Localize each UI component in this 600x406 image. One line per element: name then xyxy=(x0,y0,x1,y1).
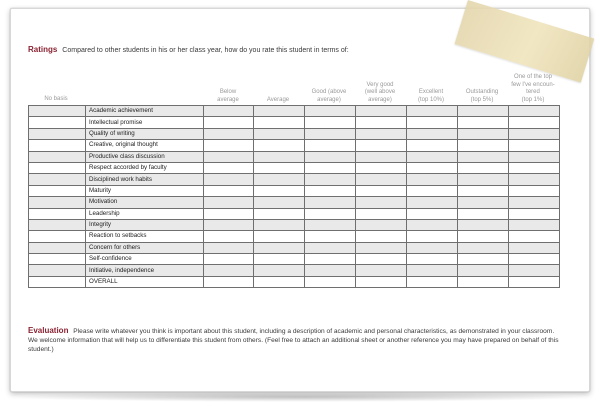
criteria-label: Reaction to setbacks xyxy=(86,231,204,242)
rating-cell[interactable] xyxy=(509,106,560,117)
rating-cell[interactable] xyxy=(407,128,458,139)
no-basis-cell[interactable] xyxy=(29,231,86,242)
rating-cell[interactable] xyxy=(356,106,407,117)
evaluation-heading: Evaluation xyxy=(28,326,69,335)
rating-cell[interactable] xyxy=(204,117,254,128)
rating-cell[interactable] xyxy=(407,265,458,276)
rating-cell[interactable] xyxy=(458,197,509,208)
column-header-line: few I've encoun- xyxy=(511,81,555,88)
rating-cell[interactable] xyxy=(204,208,254,219)
criteria-label: Motivation xyxy=(86,197,204,208)
rating-cell[interactable] xyxy=(356,128,407,139)
criteria-label: OVERALL xyxy=(86,276,204,287)
criteria-label: Quality of writing xyxy=(86,128,204,139)
rating-cell[interactable] xyxy=(509,197,560,208)
criteria-label: Disciplined work habits xyxy=(86,174,204,185)
rating-cell[interactable] xyxy=(407,242,458,253)
column-header-line: Good (above xyxy=(311,89,347,95)
rating-cell[interactable] xyxy=(305,219,356,230)
rating-cell[interactable] xyxy=(509,162,560,173)
criteria-row xyxy=(29,128,560,139)
rating-cell[interactable] xyxy=(305,208,356,219)
criteria-row xyxy=(29,185,560,196)
column-header-line: Excellent xyxy=(418,89,444,95)
rating-cell[interactable] xyxy=(204,254,254,265)
rating-cell[interactable] xyxy=(204,128,254,139)
no-basis-cell[interactable] xyxy=(29,219,86,230)
rating-cell[interactable] xyxy=(254,117,305,128)
column-header-line: Very good xyxy=(366,81,394,88)
column-header xyxy=(355,82,405,105)
no-basis-cell[interactable] xyxy=(29,162,86,173)
rating-cell[interactable] xyxy=(254,174,305,185)
rating-cell[interactable] xyxy=(509,185,560,196)
criteria-label: Leadership xyxy=(86,208,204,219)
rating-cell[interactable] xyxy=(305,231,356,242)
ratings-line xyxy=(28,45,349,54)
no-basis-cell[interactable] xyxy=(29,276,86,287)
criteria-row xyxy=(29,219,560,230)
criteria-label: Respect accorded by faculty xyxy=(86,162,204,173)
column-header-line: (top 10%) xyxy=(417,96,444,103)
no-basis-cell[interactable] xyxy=(29,128,86,139)
rating-cell[interactable] xyxy=(407,117,458,128)
column-header xyxy=(508,74,558,104)
rating-cell[interactable] xyxy=(356,208,407,219)
rating-cell[interactable] xyxy=(254,197,305,208)
rating-cell[interactable] xyxy=(254,140,305,151)
no-basis-cell[interactable] xyxy=(29,151,86,162)
rating-cell[interactable] xyxy=(356,117,407,128)
rating-cell[interactable] xyxy=(356,254,407,265)
rating-cell[interactable] xyxy=(356,242,407,253)
rating-cell[interactable] xyxy=(356,219,407,230)
rating-cell[interactable] xyxy=(407,185,458,196)
criteria-label: Self-confidence xyxy=(86,254,204,265)
rating-cell[interactable] xyxy=(458,162,509,173)
rating-cell[interactable] xyxy=(254,162,305,173)
column-header-line: (well above xyxy=(364,89,396,95)
rating-cell[interactable] xyxy=(305,162,356,173)
rating-cell[interactable] xyxy=(356,151,407,162)
criteria-row xyxy=(29,117,560,128)
rating-cell[interactable] xyxy=(204,185,254,196)
rating-cell[interactable] xyxy=(204,162,254,173)
criteria-row xyxy=(29,151,560,162)
rating-cell[interactable] xyxy=(305,174,356,185)
rating-cell[interactable] xyxy=(458,151,509,162)
criteria-row xyxy=(29,197,560,208)
rating-cell[interactable] xyxy=(305,106,356,117)
rating-cell[interactable] xyxy=(305,265,356,276)
rating-cell[interactable] xyxy=(204,219,254,230)
criteria-row xyxy=(29,162,560,173)
rating-cell[interactable] xyxy=(458,231,509,242)
rating-cell[interactable] xyxy=(458,185,509,196)
rating-cell[interactable] xyxy=(356,162,407,173)
no-basis-cell[interactable] xyxy=(29,254,86,265)
rating-cell[interactable] xyxy=(356,174,407,185)
ratings-question: Compared to other students in his or her class year, how do you rate this student in terms of: xyxy=(62,47,349,54)
rating-cell[interactable] xyxy=(254,265,305,276)
rating-cell[interactable] xyxy=(204,151,254,162)
rating-cell[interactable] xyxy=(509,128,560,139)
criteria-label: Academic achievement xyxy=(86,106,204,117)
rating-cell[interactable] xyxy=(305,128,356,139)
no-basis-cell[interactable] xyxy=(29,208,86,219)
rating-cell[interactable] xyxy=(204,197,254,208)
rating-cell[interactable] xyxy=(254,208,305,219)
rating-cell[interactable] xyxy=(407,276,458,287)
rating-cell[interactable] xyxy=(254,185,305,196)
ratings-heading: Ratings xyxy=(28,45,58,54)
rating-cell[interactable] xyxy=(458,117,509,128)
column-header-line: average xyxy=(217,96,239,103)
rating-cell[interactable] xyxy=(356,185,407,196)
rating-cell[interactable] xyxy=(509,242,560,253)
rating-cell[interactable] xyxy=(407,208,458,219)
evaluation-section xyxy=(28,326,562,355)
rating-cell[interactable] xyxy=(305,185,356,196)
criteria-label: Maturity xyxy=(86,185,204,196)
rating-cell[interactable] xyxy=(305,140,356,151)
no-basis-cell[interactable] xyxy=(29,197,86,208)
rating-cell[interactable] xyxy=(509,117,560,128)
column-header-line: tered xyxy=(526,89,540,95)
column-header xyxy=(253,97,303,105)
rating-cell[interactable] xyxy=(204,242,254,253)
no-basis-cell[interactable] xyxy=(29,185,86,196)
column-header-line: average) xyxy=(368,96,392,103)
rating-cell[interactable] xyxy=(407,140,458,151)
column-header-line: (top 1%) xyxy=(521,96,545,103)
column-header xyxy=(457,89,507,104)
criteria-label: Creative, original thought xyxy=(86,140,204,151)
rating-cell[interactable] xyxy=(509,265,560,276)
rating-cell[interactable] xyxy=(407,231,458,242)
column-header-line: Outstanding xyxy=(465,89,499,95)
criteria-row xyxy=(29,265,560,276)
rating-cell[interactable] xyxy=(254,254,305,265)
rating-cell[interactable] xyxy=(509,174,560,185)
column-header-line: One of the top xyxy=(513,74,553,80)
rating-cell[interactable] xyxy=(458,219,509,230)
rating-cell[interactable] xyxy=(407,197,458,208)
rating-cell[interactable] xyxy=(204,276,254,287)
rating-cell[interactable] xyxy=(305,242,356,253)
rating-cell[interactable] xyxy=(204,231,254,242)
rating-cell[interactable] xyxy=(509,140,560,151)
criteria-label: Intellectual promise xyxy=(86,117,204,128)
rating-cell[interactable] xyxy=(305,197,356,208)
criteria-row xyxy=(29,242,560,253)
no-basis-header: No basis xyxy=(44,96,68,102)
no-basis-cell[interactable] xyxy=(29,117,86,128)
rating-cell[interactable] xyxy=(254,106,305,117)
ratings-grid xyxy=(28,105,560,288)
rating-cell[interactable] xyxy=(458,174,509,185)
rating-cell[interactable] xyxy=(254,242,305,253)
no-basis-cell[interactable] xyxy=(29,106,86,117)
rating-cell[interactable] xyxy=(458,140,509,151)
rating-cell[interactable] xyxy=(407,162,458,173)
rating-cell[interactable] xyxy=(254,231,305,242)
column-header xyxy=(304,89,354,104)
evaluation-text: Please write whatever you think is important about this student, including a description of academic and personal characteristics, as demonstrated in your classroom. We welcome information that will help us to differentiate this student from others. (Feel free to attach an additional sheet or another reference you may have prepared on behalf of this student.) xyxy=(28,328,559,354)
rating-cell[interactable] xyxy=(305,151,356,162)
rating-cell[interactable] xyxy=(356,276,407,287)
paper-shadow xyxy=(12,392,588,402)
criteria-row xyxy=(29,208,560,219)
criteria-row xyxy=(29,174,560,185)
criteria-label: Initiative, independence xyxy=(86,265,204,276)
rating-cell[interactable] xyxy=(509,231,560,242)
rating-cell[interactable] xyxy=(305,254,356,265)
rating-cell[interactable] xyxy=(407,254,458,265)
criteria-row xyxy=(29,254,560,265)
rating-cell[interactable] xyxy=(407,106,458,117)
column-header-line: Average xyxy=(266,96,290,103)
rating-cell[interactable] xyxy=(407,174,458,185)
no-basis-cell[interactable] xyxy=(29,242,86,253)
rating-cell[interactable] xyxy=(509,151,560,162)
rating-cell[interactable] xyxy=(356,197,407,208)
rating-cell[interactable] xyxy=(458,276,509,287)
rating-cell[interactable] xyxy=(204,265,254,276)
criteria-row xyxy=(29,276,560,287)
rating-cell[interactable] xyxy=(458,242,509,253)
criteria-row xyxy=(29,106,560,117)
rating-cell[interactable] xyxy=(254,219,305,230)
no-basis-cell[interactable] xyxy=(29,265,86,276)
column-header-line: (top 5%) xyxy=(470,96,494,103)
criteria-label: Concern for others xyxy=(86,242,204,253)
rating-cell[interactable] xyxy=(509,208,560,219)
rating-cell[interactable] xyxy=(254,276,305,287)
criteria-row xyxy=(29,140,560,151)
rating-cell[interactable] xyxy=(509,219,560,230)
column-header xyxy=(406,89,456,104)
rating-cell[interactable] xyxy=(509,254,560,265)
rating-cell[interactable] xyxy=(204,106,254,117)
column-header-line: average) xyxy=(317,96,341,103)
rating-cell[interactable] xyxy=(254,151,305,162)
no-basis-cell[interactable] xyxy=(29,174,86,185)
rating-cell[interactable] xyxy=(254,128,305,139)
no-basis-cell[interactable] xyxy=(29,140,86,151)
rating-cell[interactable] xyxy=(204,140,254,151)
rating-cell[interactable] xyxy=(407,219,458,230)
criteria-label: Productive class discussion xyxy=(86,151,204,162)
rating-cell[interactable] xyxy=(356,231,407,242)
rating-cell[interactable] xyxy=(407,151,458,162)
rating-cell[interactable] xyxy=(204,174,254,185)
rating-cell[interactable] xyxy=(356,140,407,151)
rating-cell[interactable] xyxy=(305,117,356,128)
column-header-line: Below xyxy=(219,89,237,95)
rating-cell[interactable] xyxy=(356,265,407,276)
column-header xyxy=(203,89,253,104)
rating-cell[interactable] xyxy=(458,128,509,139)
rating-cell[interactable] xyxy=(458,208,509,219)
rating-cell[interactable] xyxy=(509,276,560,287)
criteria-row xyxy=(29,231,560,242)
rating-cell[interactable] xyxy=(458,106,509,117)
rating-cell[interactable] xyxy=(458,265,509,276)
rating-cell[interactable] xyxy=(458,254,509,265)
rating-cell[interactable] xyxy=(305,276,356,287)
criteria-label: Integrity xyxy=(86,219,204,230)
